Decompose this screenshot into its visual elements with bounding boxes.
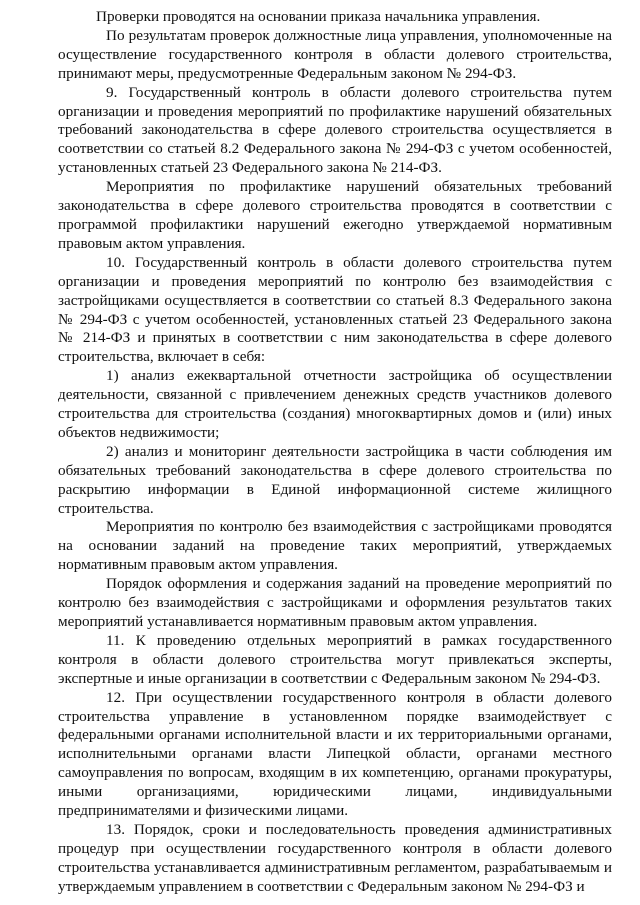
paragraph-subitem-1: 1) анализ ежеквартальной отчетности застройщика об осуществлении деятельности, связанной с привлечением денежных средств участников долевого строительства для строительства (создания) многоквартирных домов и (или) иных объектов недвижимости; <box>58 367 612 441</box>
paragraph-control-measures: Мероприятия по контролю без взаимодействия с застройщиками проводятся на основании заданий на проведение таких мероприятий, утверждаемых нормативным правовым актом управления. <box>58 518 612 574</box>
paragraph-inspection-results: По результатам проверок должностные лица управления, уполномоченные на осуществление государственного контроля в области долевого строительства, принимают меры, предусмотренные Федеральным законом № 294-ФЗ. <box>58 26 612 82</box>
paragraph-item-9: 9. Государственный контроль в области долевого строительства путем организации и проведения мероприятий по профилактике нарушений обязательных требований законодательства в сфере долевого строительства осуществляется в соответствии со статьей 8.2 Федерального закона № 294-ФЗ с учетом особенностей, установленных статьей 23 Федерального закона № 214-ФЗ. <box>58 83 612 177</box>
paragraph-item-10: 10. Государственный контроль в области долевого строительства путем организации и проведения мероприятий по контролю без взаимодействия с застройщиками осуществляется в соответствии со статьей 8.3 Федерального закона № 294-ФЗ с учетом особенностей, установленных статьей 23 Федерального закона № 214-ФЗ и принятых в соответствии с ним законодательства в сфере долевого строительства, включает в себя: <box>58 253 612 366</box>
paragraph-item-12: 12. При осуществлении государственного контроля в области долевого строительства управление в установленном порядке взаимодействует с федеральными органами исполнительной власти и их территориальными органами, исполнительными органами власти Липецкой области, органами местного самоуправления по вопросам, входящим в их компетенцию, органами прокуратуры, иными организациями, юридическими лицами, индивидуальными предпринимателями и физическими лицами. <box>58 688 612 820</box>
paragraph-prevention-measures: Мероприятия по профилактике нарушений обязательных требований законодательства в сфере долевого строительства проводятся в соответствии с программой профилактики нарушений ежегодно утверждаемой нормативным правовым актом управления. <box>58 178 612 252</box>
paragraph-item-11: 11. К проведению отдельных мероприятий в рамках государственного контроля в области долевого строительства могут привлекаться эксперты, экспертные и иные организации в соответствии с Федеральным законом № 294-ФЗ. <box>58 631 612 687</box>
document-page <box>58 8 612 897</box>
paragraph-inspection-basis: Проверки проводятся на основании приказа начальника управления. <box>96 8 541 25</box>
paragraph-subitem-2: 2) анализ и мониторинг деятельности застройщика в части соблюдения им обязательных требований законодательства в сфере долевого строительства по раскрытию информации в Единой информационной системе жилищного строительства. <box>58 442 612 517</box>
paragraph-item-13: 13. Порядок, сроки и последовательность проведения административных процедур при осуществлении государственного контроля в области долевого строительства устанавливается административным регламентом, разрабатываемым и утверждаемым управлением в соответствии с Федеральным законом № 294-ФЗ и <box>58 820 612 895</box>
paragraph-task-procedure: Порядок оформления и содержания заданий на проведение мероприятий по контролю без взаимодействия с застройщиками и оформления результатов таких мероприятий устанавливается нормативным правовым актом управления. <box>58 575 612 630</box>
